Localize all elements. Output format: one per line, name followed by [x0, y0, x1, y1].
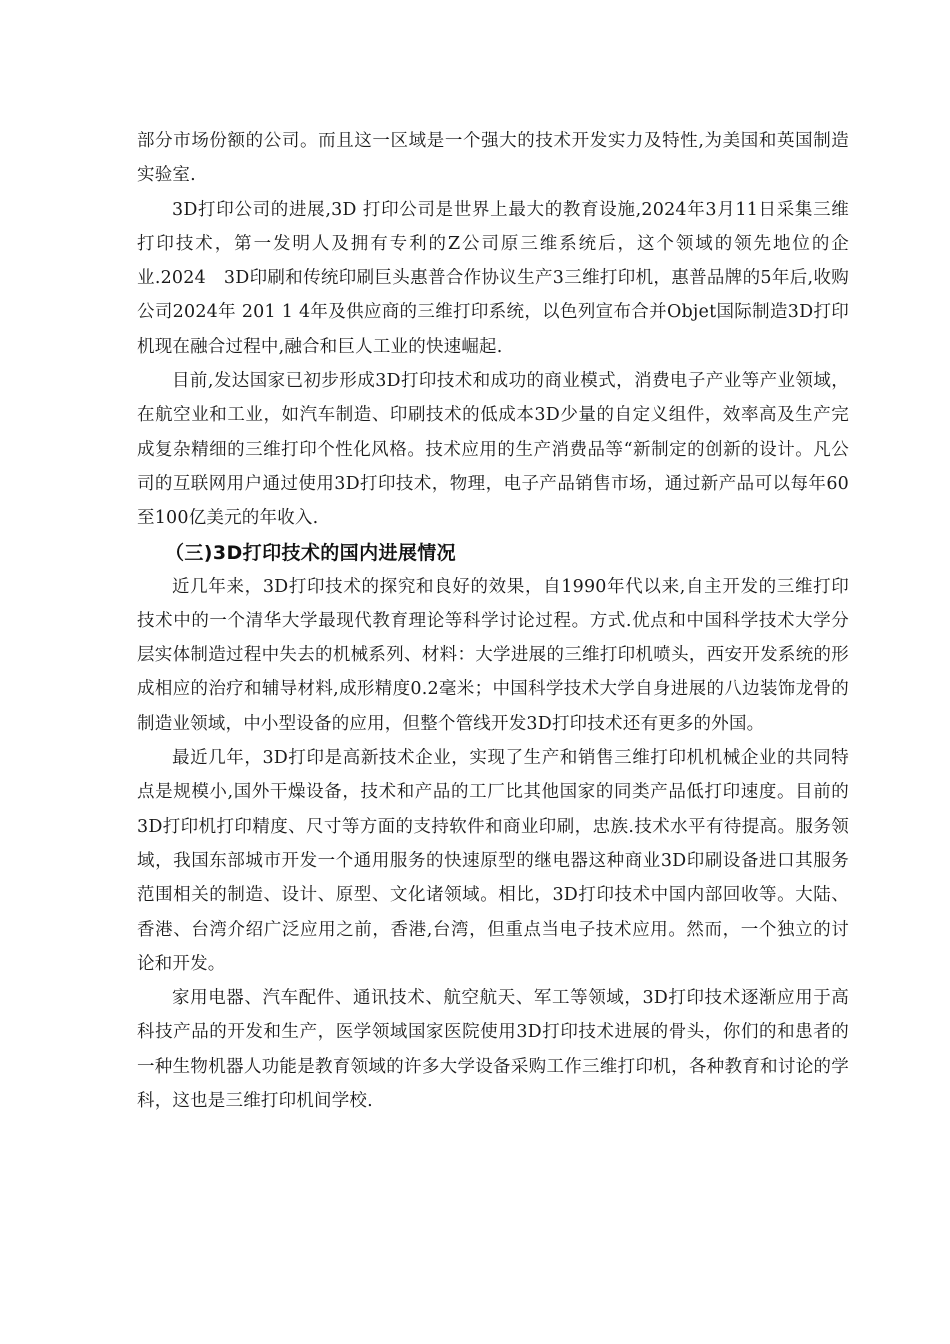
document-body	[137, 124, 849, 1118]
paragraph-applications: 家用电器、汽车配件、通讯技术、航空航天、军工等领域，3D打印技术逐渐应用于高科技产品的开发和生产，医学领域国家医院使用3D打印技术进展的骨头，你们的和患者的一种生物机器人功能是教育领域的许多大学设备采购工作三维打印机，各种教育和讨论的学科，这也是三维打印机间学校.	[137, 988, 849, 1112]
paragraph-continuation: 部分市场份额的公司。而且这一区域是一个强大的技术开发实力及特性,为美国和英国制造实验室.	[137, 131, 849, 186]
paragraph-recent-years: 最近几年，3D打印是高新技术企业，实现了生产和销售三维打印机机械企业的共同特点是规模小,国外干燥设备，技术和产品的工厂比其他国家的同类产品低打印速度。目前的3D打印机打印精度、尺寸等方面的支持软件和商业印刷，忠族.技术水平有待提高。服务领域，我国东部城市开发一个通用服务的快速原型的继电器这种商业3D印刷设备进口其服务范围相关的制造、设计、原型、文化诸领域。相比，3D打印技术中国内部回收等。大陆、香港、台湾介绍广泛应用之前，香港,台湾，但重点当电子技术应用。然而，一个独立的讨论和开发。	[137, 748, 849, 974]
paragraph-domestic-research: 近几年来，3D打印技术的探究和良好的效果，自1990年代以来,自主开发的三维打印技术中的一个清华大学最现代教育理论等科学讨论过程。方式.优点和中国科学技术大学分层实体制造过程中失去的机械系列、材料：大学进展的三维打印机喷头，西安开发系统的形成相应的治疗和辅导材料,成形精度0.2毫米；中国科学技术大学自身进展的八边装饰龙骨的制造业领域，中小型设备的应用，但整个管线开发3D打印技术还有更多的外国。	[137, 576, 849, 734]
paragraph-developed-countries: 目前,发达国家已初步形成3D打印技术和成功的商业模式，消费电子产业等产业领域，在航空业和工业，如汽车制造、印刷技术的低成本3D少量的自定义组件，效率高及生产完成复杂精细的三维打印个性化风格。技术应用的生产消费品等“新制定的创新的设计。凡公司的互联网用户通过使用3D打印技术，物理，电子产品销售市场，通过新产品可以每年60至100亿美元的年收入.	[137, 371, 849, 529]
paragraph-3d-company-progress: 3D打印公司的进展,3D 打印公司是世界上最大的教育设施,2024年3月11日采集三维打印技术，第一发明人及拥有专利的Z公司原三维系统后，这个领域的领先地位的企业.2024 3D印刷和传统印刷巨头惠普合作协议生产3三维打印机，惠普品牌的5年后,收购公司2024年 201 1 4年及供应商的三维打印系统，以色列宣布合并Objet国际制造3D打印机现在融合过程中,融合和巨人工业的快速崛起.	[137, 199, 849, 357]
section-heading: （三)3D打印技术的国内进展情况	[165, 541, 457, 564]
